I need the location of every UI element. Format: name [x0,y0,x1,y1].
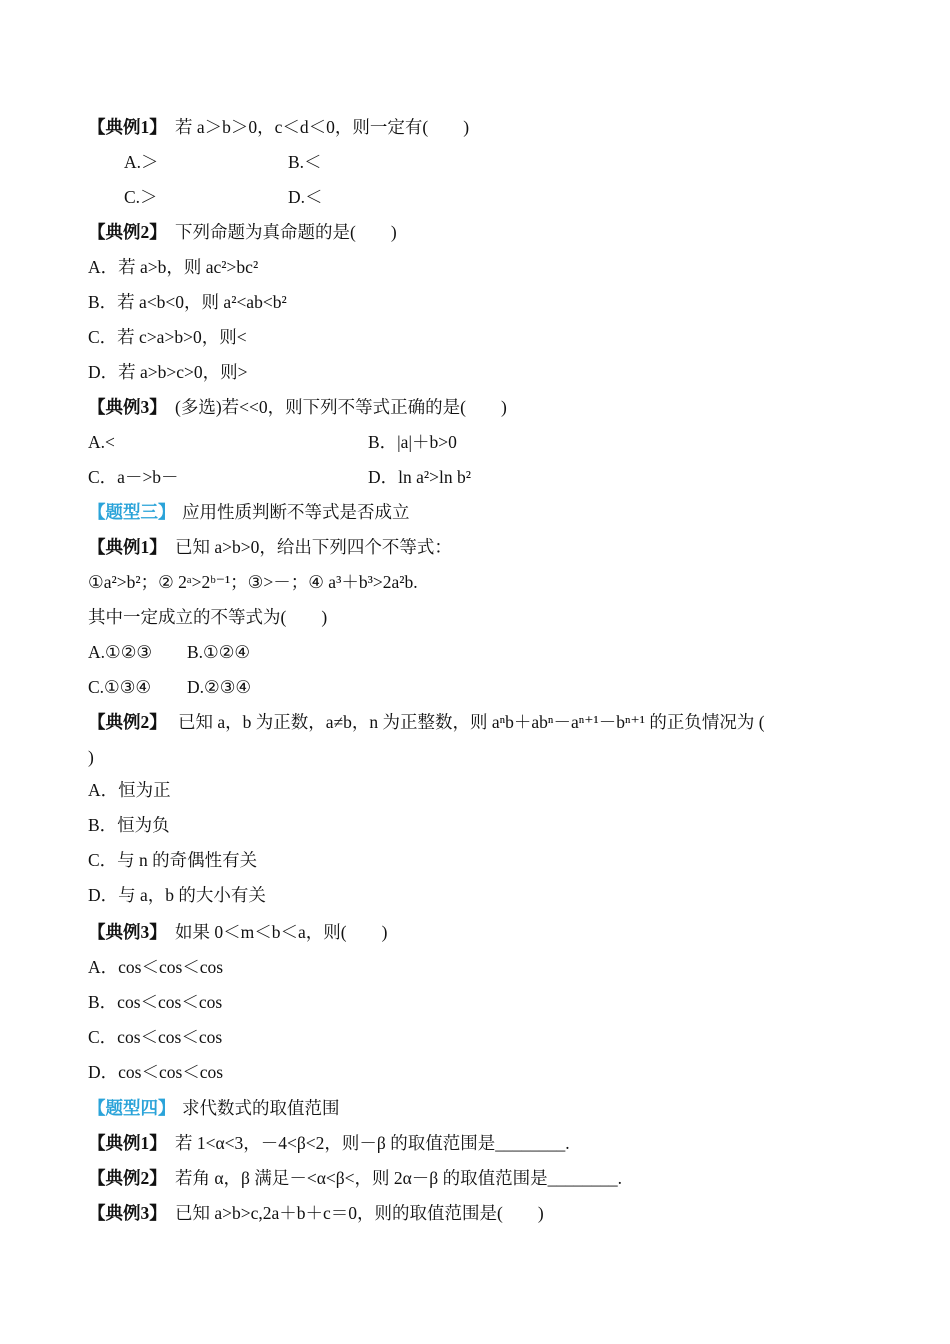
line-text: C．cos＜cos＜cos [88,1027,223,1047]
line-text: 已知 a，b 为正数，a≠b，n 为正整数，则 aⁿb＋abⁿ－aⁿ⁺¹－bⁿ⁺¹ 的正负情况为 ( [178,712,765,732]
line-text: B．恒为负 [88,815,170,835]
line-text: D.②③④ [187,677,252,697]
line-text: 若 a＞b＞0，c＜d＜0，则一定有( ) [175,117,470,137]
line-text: ) [88,747,94,767]
line-text: B.＜ [288,152,322,172]
line-text: (多选)若<<0，则下列不等式正确的是( ) [175,397,507,417]
line-text: 若 1<α<3，－4<β<2，则－β 的取值范围是________. [175,1133,570,1153]
line-text: B．若 a<b<0，则 a²<ab<b² [88,292,287,312]
example-label: 【典例3】 [88,1203,167,1223]
section-heading: 【题型四】 [88,1098,176,1118]
line-text: B．cos＜cos＜cos [88,992,223,1012]
section-heading: 【题型三】 [88,502,176,522]
line-text: C．若 c>a>b>0，则< [88,327,247,347]
line-text: A．若 a>b，则 ac²>bc² [88,257,259,277]
example-label: 【典例2】 [88,712,167,732]
line-text: 其中一定成立的不等式为( ) [88,607,328,627]
line-text: A.< [88,432,115,452]
line-text: A.①②③ [88,642,153,662]
line-text: 如果 0＜m＜b＜a，则( ) [175,922,388,942]
example-label: 【典例2】 [88,222,167,242]
line-text: A．cos＜cos＜cos [88,957,224,977]
line-text: A．恒为正 [88,780,171,800]
line-text: A.＞ [124,152,159,172]
line-text: ①a²>b²；② 2ᵃ>2ᵇ⁻¹；③>－；④ a³＋b³>2a²b. [88,572,418,592]
example-label: 【典例3】 [88,397,167,417]
line-text: C.①③④ [88,677,152,697]
line-text: 求代数式的取值范围 [182,1098,340,1118]
line-text: 已知 a>b>0，给出下列四个不等式： [175,537,452,557]
line-text: B.①②④ [187,642,251,662]
line-text: 已知 a>b>c,2a＋b＋c＝0，则的取值范围是( ) [175,1203,544,1223]
line-text: 若角 α，β 满足－<α<β<，则 2α－β 的取值范围是________. [175,1168,622,1188]
line-text: 应用性质判断不等式是否成立 [182,502,410,522]
line-text: 下列命题为真命题的是( ) [175,222,397,242]
example-label: 【典例1】 [88,117,167,137]
line-text: C．a－>b－ [88,467,179,487]
line-text: D.＜ [288,187,323,207]
line-text: C.＞ [124,187,158,207]
example-label: 【典例1】 [88,537,167,557]
line-text: D．与 a，b 的大小有关 [88,885,266,905]
line-text: D．若 a>b>c>0，则> [88,362,248,382]
line-text: C．与 n 的奇偶性有关 [88,850,258,870]
example-label: 【典例3】 [88,922,167,942]
example-label: 【典例1】 [88,1133,167,1153]
line-text: B．|a|＋b>0 [368,432,457,452]
line-text: D．ln a²>ln b² [368,467,471,487]
example-label: 【典例2】 [88,1168,167,1188]
line-text: D．cos＜cos＜cos [88,1062,224,1082]
